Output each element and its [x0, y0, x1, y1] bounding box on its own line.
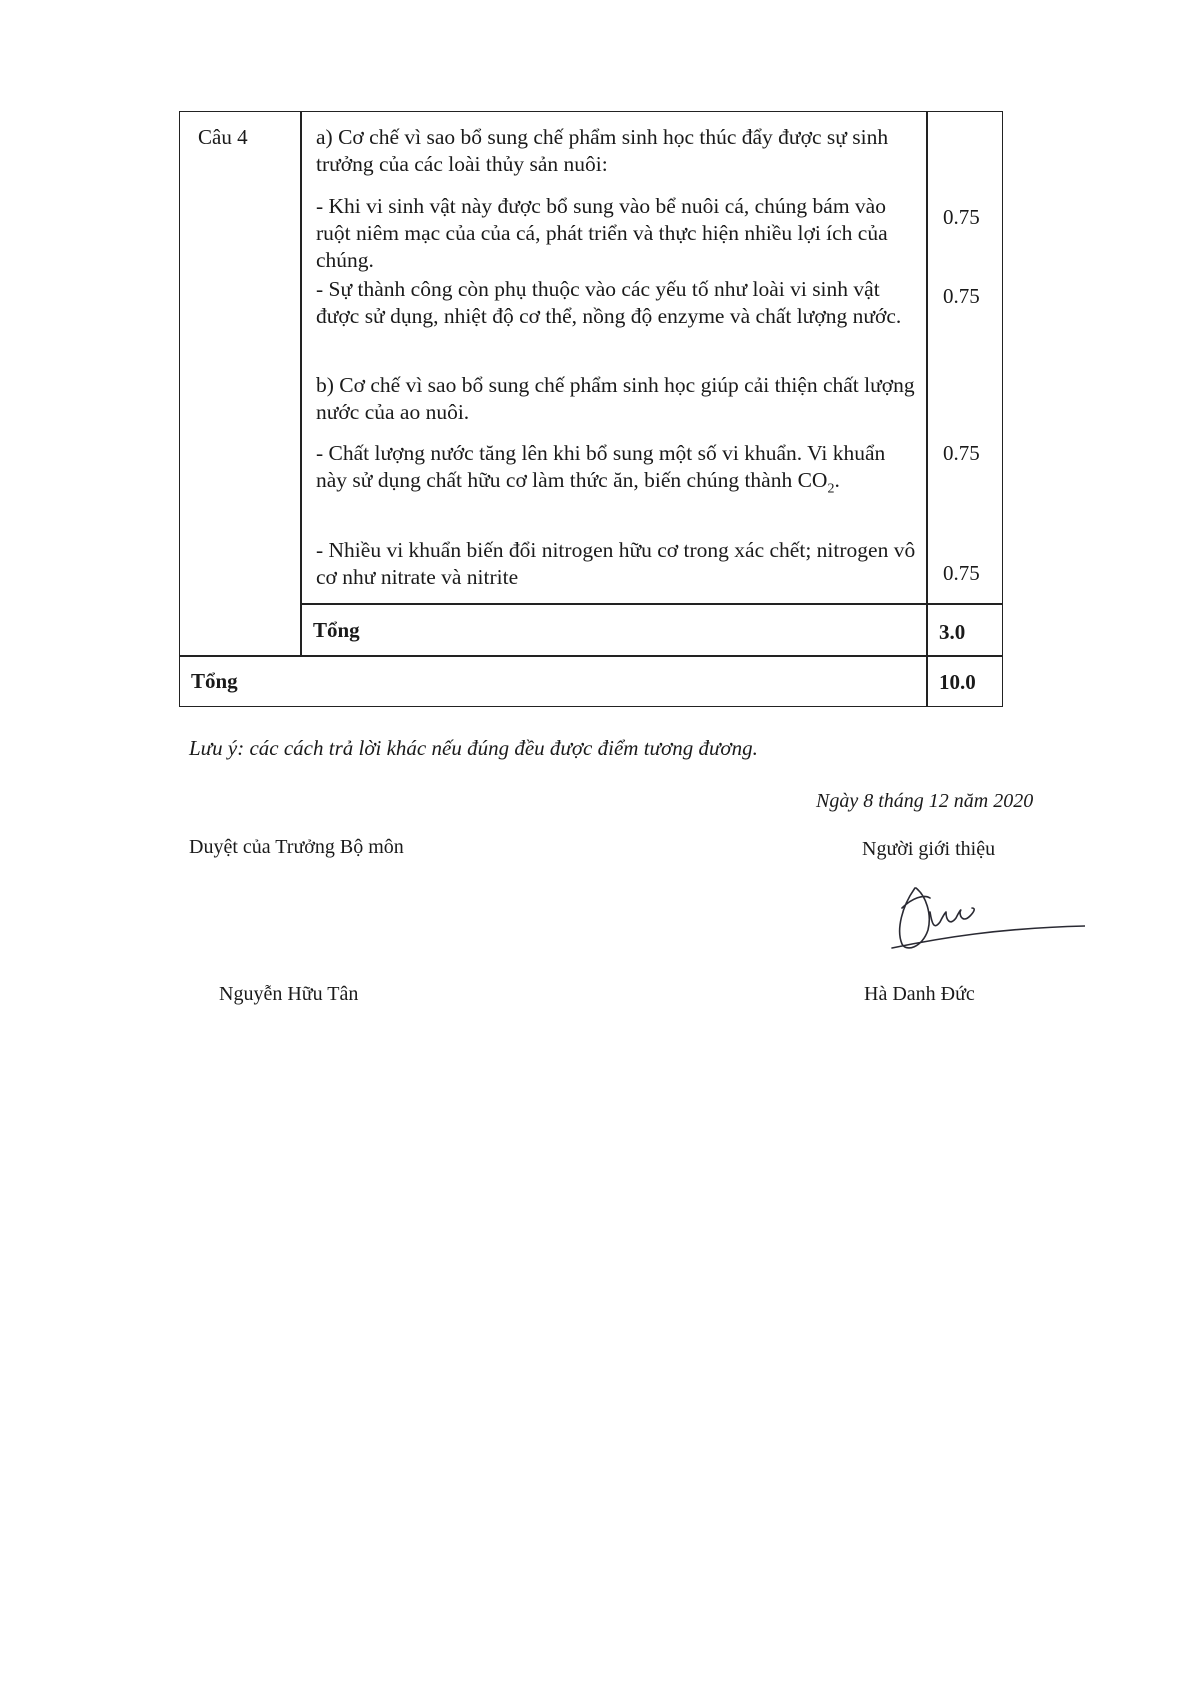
subtotal-label: Tổng [313, 618, 360, 642]
total-value: 10.0 [939, 670, 976, 694]
section-a-point-2: - Sự thành công còn phụ thuộc vào các yếu tố như loài vi sinh vật được sử dụng, nhiệt độ cơ thể, nồng độ enzyme và chất lượng nước. [316, 277, 902, 328]
co2-base: CO [797, 468, 828, 492]
score-b-1: 0.75 [943, 441, 980, 465]
co2-period: . [834, 468, 840, 492]
approver-name: Nguyễn Hữu Tân [219, 983, 359, 1005]
total-row-top-border [179, 655, 1003, 657]
section-b-heading: b) Cơ chế vì sao bổ sung chế phẩm sinh học giúp cải thiện chất lượng nước của ao nuôi. [316, 373, 915, 424]
subtotal-row-top-border [300, 603, 1003, 605]
co2-subscript: 2 [827, 481, 835, 497]
section-a-point-1: - Khi vi sinh vật này được bổ sung vào bể nuôi cá, chúng bám vào ruột niêm mạc của của cá, phát triển và thực hiện nhiều lợi ích của chúng. [316, 194, 888, 272]
section-b-point-1 [316, 440, 921, 497]
presenter-name: Hà Danh Đức [864, 983, 975, 1005]
presenter-title: Người giới thiệu [862, 838, 996, 860]
table-col-divider-2 [926, 111, 928, 707]
table-col-divider-1 [300, 111, 302, 655]
section-b-point-1-text: - Chất lượng nước tăng lên khi bổ sung một số vi khuẩn. Vi khuẩn này sử dụng chất hữu cơ làm thức ăn, biến chúng thành [316, 441, 886, 492]
score-a-2: 0.75 [943, 284, 980, 308]
total-label: Tổng [191, 669, 238, 693]
handwritten-signature [880, 878, 1085, 958]
document-date: Ngày 8 tháng 12 năm 2020 [816, 790, 1034, 812]
section-b-point-2: - Nhiều vi khuẩn biến đổi nitrogen hữu cơ trong xác chết; nitrogen vô cơ như nitrate và nitrite [316, 538, 916, 589]
subtotal-value: 3.0 [939, 620, 966, 644]
section-a-heading: a) Cơ chế vì sao bổ sung chế phẩm sinh học thúc đẩy được sự sinh trưởng của các loài thủy sản nuôi: [316, 125, 889, 176]
approver-title: Duyệt của Trưởng Bộ môn [189, 836, 404, 858]
score-b-2: 0.75 [943, 561, 980, 585]
score-a-1: 0.75 [943, 205, 980, 229]
grading-note: Lưu ý: các cách trả lời khác nếu đúng đều được điểm tương đương. [189, 736, 758, 760]
question-label: Câu 4 [198, 125, 248, 149]
co2-formula [797, 468, 840, 497]
